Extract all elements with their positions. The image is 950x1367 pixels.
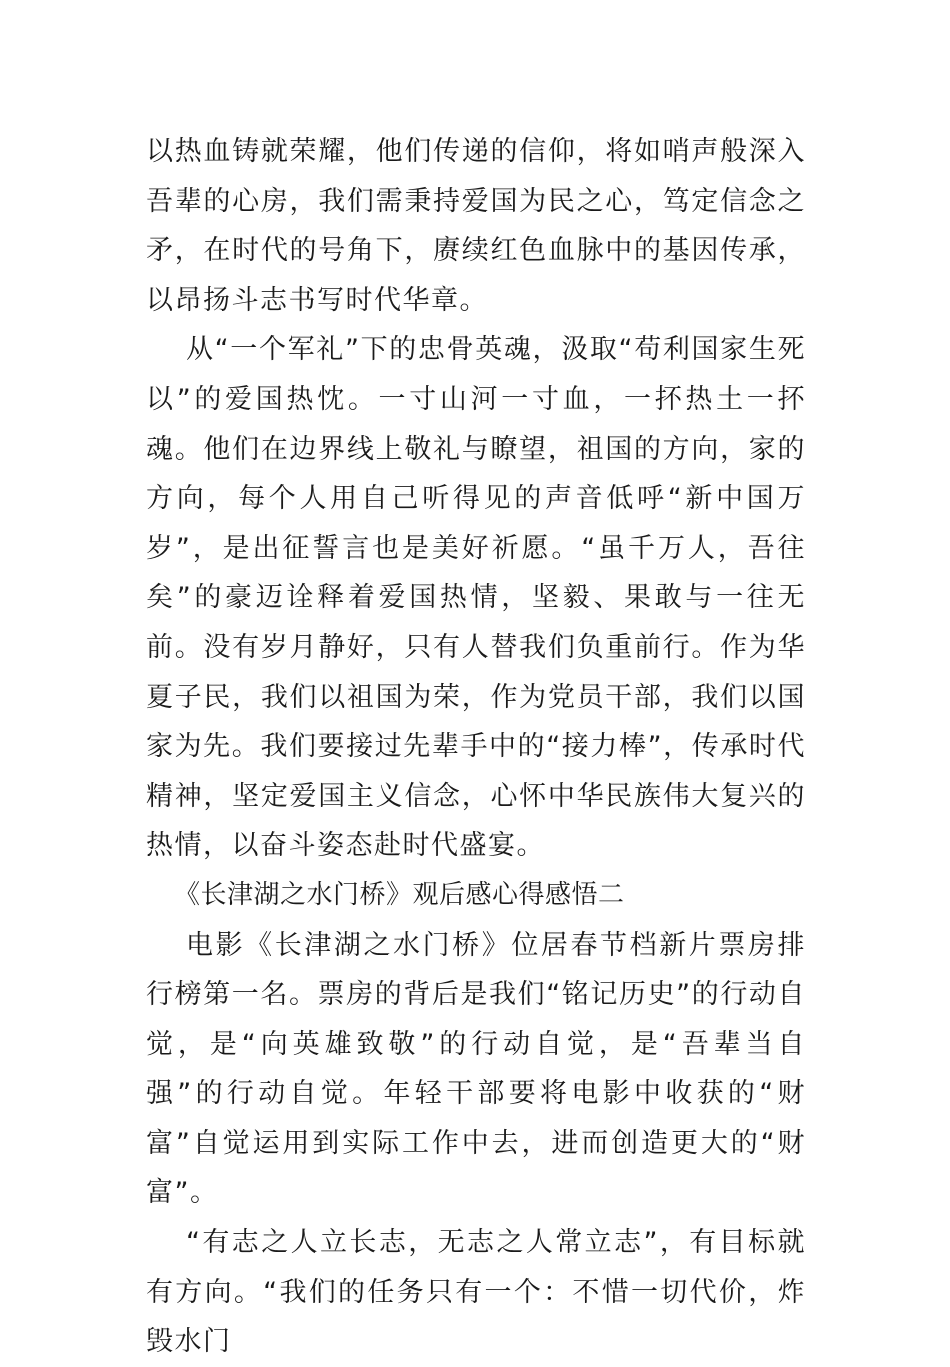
paragraph-patriotism: 从“一个军礼”下的忠骨英魂，汲取“苟利国家生死以”的爱国热忱。一寸山河一寸血，一抔热土一抔魂。他们在边界线上敬礼与瞭望，祖国的方向，家的方向，每个人用自己听得见的声音低呼“新中国万岁”，是出征誓言也是美好祈愿。“虽千万人，吾往矣”的豪迈诠释着爱国热情，坚毅、果敢与一往无前。没有岁月静好，只有人替我们负重前行。作为华夏子民，我们以祖国为荣，作为党员干部，我们以国家为先。我们要接过先辈手中的“接力棒”，传承时代精神，坚定爱国主义信念，心怀中华民族伟大复兴的热情，以奋斗姿态赴时代盛宴。 [146, 334, 806, 862]
section-heading: 《长津湖之水门桥》观后感心得感悟二 [174, 879, 625, 910]
document-body [146, 127, 806, 1367]
paragraph-continuation: 以热血铸就荣耀，他们传递的信仰，将如哨声般深入吾辈的心房，我们需秉持爱国为民之心，笃定信念之矛，在时代的号角下，赓续红色血脉中的基因传承，以昂扬斗志书写时代华章。 [146, 136, 806, 316]
paragraph-ambition: “有志之人立长志，无志之人常立志”，有目标就有方向。“我们的任务只有一个：不惜一切代价，炸毁水门 [146, 1227, 806, 1358]
paragraph-box-office: 电影《长津湖之水门桥》位居春节档新片票房排行榜第一名。票房的背后是我们“铭记历史”的行动自觉，是“向英雄致敬”的行动自觉，是“吾辈当自强”的行动自觉。年轻干部要将电影中收获的“财富”自觉运用到实际工作中去，进而创造更大的“财富”。 [146, 929, 806, 1209]
